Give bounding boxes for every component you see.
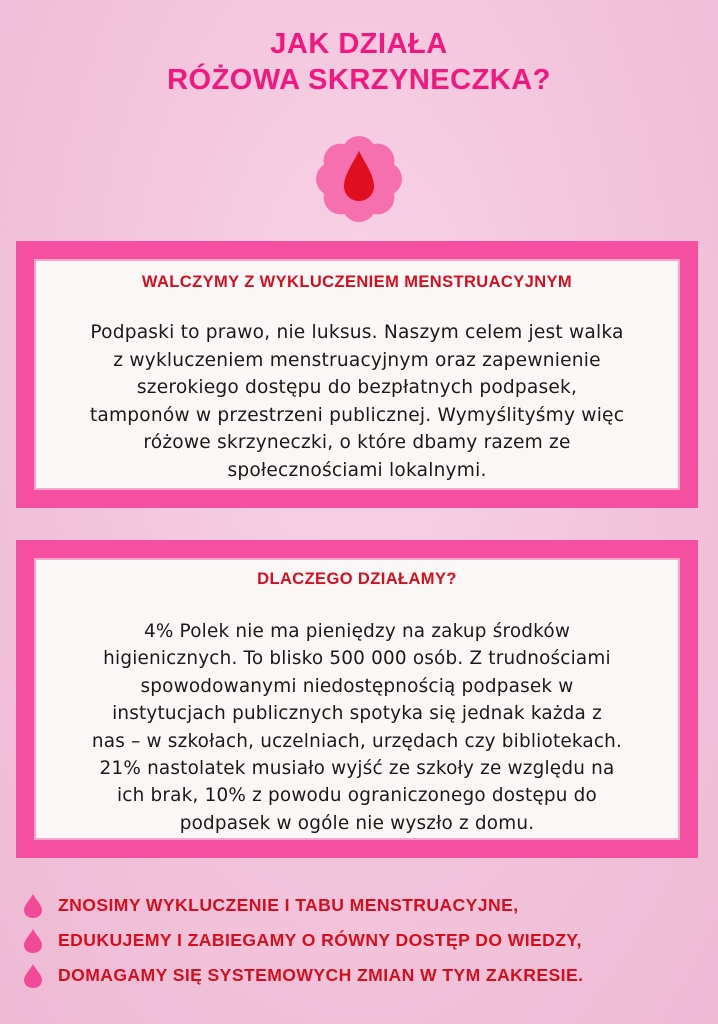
card-line: instytucjach publicznych spotyka się jednak każda z (112, 703, 602, 725)
bullet-item (22, 888, 718, 923)
page-title-line-1: JAK DZIAŁA (270, 28, 448, 60)
bullet-text: DOMAGAMY SIĘ SYSTEMOWYCH ZMIAN W TYM ZAKRESIE. (58, 965, 584, 985)
card-line: szerokiego dostępu do bezpłatnych podpasek, (136, 377, 578, 399)
card-why-we-act (16, 540, 698, 858)
card-line: spowodowanymi niedostępnością podpasek w (140, 675, 574, 697)
flower-with-blood-drop-icon (313, 133, 405, 225)
card-line: nas – w szkołach, uczelniach, urzędach czy bibliotekach. (91, 730, 623, 752)
bullet-item (22, 958, 718, 993)
bullet-item (22, 923, 718, 958)
card-line: z wykluczeniem menstruacyjnym oraz zapewnienie (113, 349, 601, 371)
card-heading: WALCZYMY Z WYKLUCZENIEM MENSTRUACYJNYM (141, 273, 573, 291)
page-title-line-2: RÓŻOWA SKRZYNECZKA? (167, 64, 551, 96)
pink-drop-icon (22, 928, 44, 954)
bullet-list (22, 888, 718, 993)
card-heading: DLACZEGO DZIAŁAMY? (257, 570, 457, 588)
card-menstrual-exclusion (16, 241, 698, 508)
card-line: higienicznych. To blisko 500 000 osób. Z trudnościami (103, 648, 611, 670)
card-line: podpasek w ogóle nie wyszło z domu. (179, 812, 535, 834)
card-line: 4% Polek nie ma pieniędzy na zakup środków (143, 621, 571, 642)
card-body (20, 319, 694, 485)
pink-drop-icon (22, 963, 44, 989)
card-line: różowe skrzyneczki, o które dbamy razem ze (143, 432, 571, 454)
card-line: społecznościami lokalnymi. (227, 459, 487, 481)
card-line: 21% nastolatek musiało wyjść ze szkoły ze względu na (99, 758, 615, 780)
pink-drop-icon (22, 893, 44, 919)
card-line: ich brak, 10% z powodu ograniczonego dostępu do (117, 785, 597, 807)
card-body (20, 618, 694, 837)
page-title (0, 26, 718, 98)
card-line: Podpaski to prawo, nie luksus. Naszym celem jest walka (90, 322, 624, 343)
bullet-text: EDUKUJEMY I ZABIEGAMY O RÓWNY DOSTĘP DO WIEDZY, (58, 930, 582, 950)
bullet-text: ZNOSIMY WYKLUCZENIE I TABU MENSTRUACYJNE, (58, 895, 519, 915)
card-line: tamponów w przestrzeni publicznej. Wymyślityśmy więc (89, 404, 625, 426)
